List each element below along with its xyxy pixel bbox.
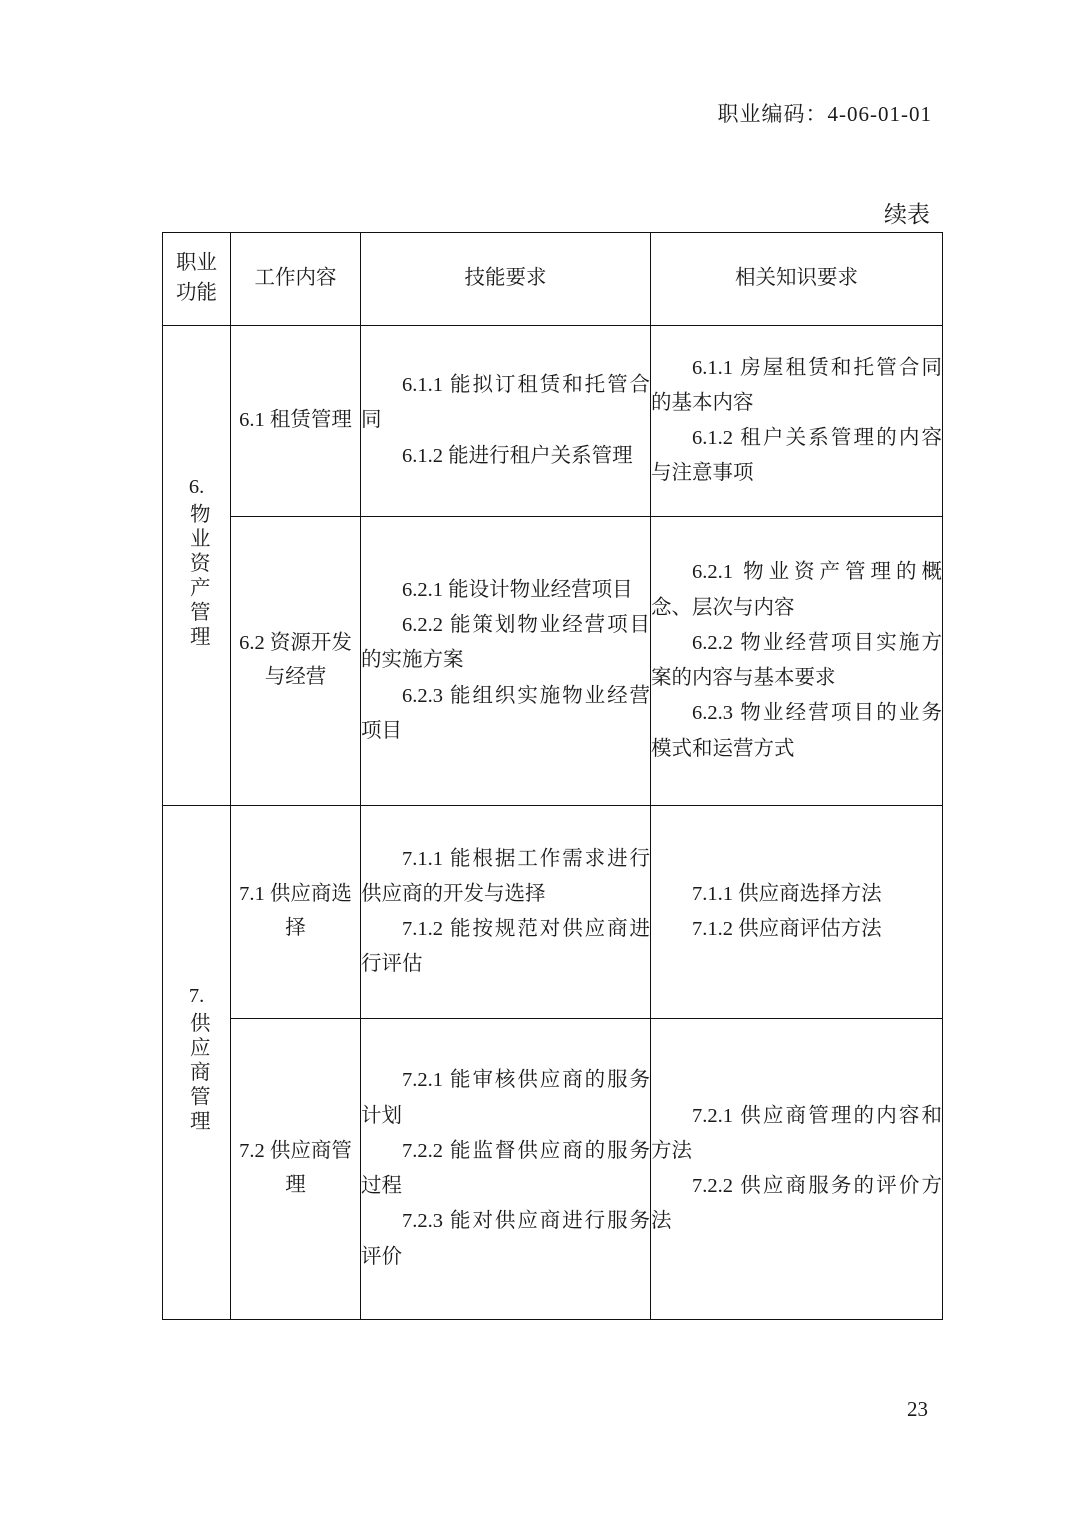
knowledge-item: 6.1.1 房屋租赁和托管合同的基本内容 — [651, 356, 942, 414]
skill-item: 6.1.1 能拟订租赁和托管合同 — [361, 374, 650, 432]
page-number: 23 — [907, 1397, 928, 1421]
occupation-code: 职业编码：4-06-01-01 — [717, 102, 932, 126]
skill-item: 6.1.2 能进行租户关系管理 — [402, 444, 633, 467]
table-header-row — [163, 233, 943, 326]
knowledge-6-1 — [651, 326, 943, 517]
knowledge-7-1 — [651, 806, 943, 1019]
knowledge-item: 6.2.1 物业资产管理的概念、层次与内容 — [651, 561, 942, 619]
table-row — [163, 1019, 943, 1320]
skill-item: 7.1.1 能根据工作需求进行供应商的开发与选择 — [361, 847, 650, 905]
work-content-7-1: 7.1 供应商选择 — [231, 806, 361, 1019]
work-content-6-1: 6.1 租赁管理 — [231, 326, 361, 517]
function-number-7: 7. — [188, 985, 205, 1008]
knowledge-item: 7.1.2 供应商评估方法 — [692, 918, 882, 940]
function-cell-6 — [163, 326, 231, 806]
header-skill-requirements: 技能要求 — [361, 233, 651, 326]
header-function — [163, 233, 231, 326]
header-function-line2: 功能 — [176, 282, 217, 304]
skills-6-1 — [361, 326, 651, 517]
knowledge-item: 6.2.3 物业经营项目的业务模式和运营方式 — [651, 702, 942, 760]
knowledge-item: 7.2.1 供应商管理的内容和方法 — [651, 1104, 942, 1162]
knowledge-item: 6.2.2 物业经营项目实施方案的内容与基本要求 — [651, 631, 942, 689]
table-row — [163, 326, 943, 517]
knowledge-7-2 — [651, 1019, 943, 1320]
skills-7-1 — [361, 806, 651, 1019]
work-content-7-2: 7.2 供应商管理 — [231, 1019, 361, 1320]
work-content-6-2: 6.2 资源开发与经营 — [231, 517, 361, 806]
knowledge-6-2 — [651, 517, 943, 806]
skill-item: 7.1.2 能按规范对供应商进行评估 — [361, 918, 650, 976]
skill-standard-table — [162, 232, 943, 1320]
function-name-6: 物业资产管理 — [186, 502, 209, 650]
skill-item: 7.2.2 能监督供应商的服务过程 — [361, 1139, 650, 1197]
skill-item: 7.2.1 能审核供应商的服务计划 — [361, 1069, 650, 1127]
skill-item: 7.2.3 能对供应商进行服务评价 — [361, 1210, 650, 1268]
skill-item: 6.2.2 能策划物业经营项目的实施方案 — [361, 614, 650, 672]
table-row — [163, 806, 943, 1019]
skills-7-2 — [361, 1019, 651, 1320]
function-cell-7 — [163, 806, 231, 1320]
header-work-content: 工作内容 — [231, 233, 361, 326]
header-knowledge-requirements: 相关知识要求 — [651, 233, 943, 326]
table-row — [163, 517, 943, 806]
function-number-6: 6. — [188, 475, 205, 498]
header-function-line1: 职业 — [176, 252, 217, 275]
knowledge-item: 6.1.2 租户关系管理的内容与注意事项 — [651, 427, 942, 485]
skill-item: 6.2.3 能组织实施物业经营项目 — [361, 684, 650, 742]
skill-item: 6.2.1 能设计物业经营项目 — [402, 578, 633, 601]
knowledge-item: 7.2.2 供应商服务的评价方法 — [651, 1175, 942, 1233]
knowledge-item: 7.1.1 供应商选择方法 — [692, 882, 882, 905]
continued-table-label: 续表 — [884, 202, 930, 227]
function-name-7: 供应商管理 — [186, 1011, 209, 1135]
skills-6-2 — [361, 517, 651, 806]
